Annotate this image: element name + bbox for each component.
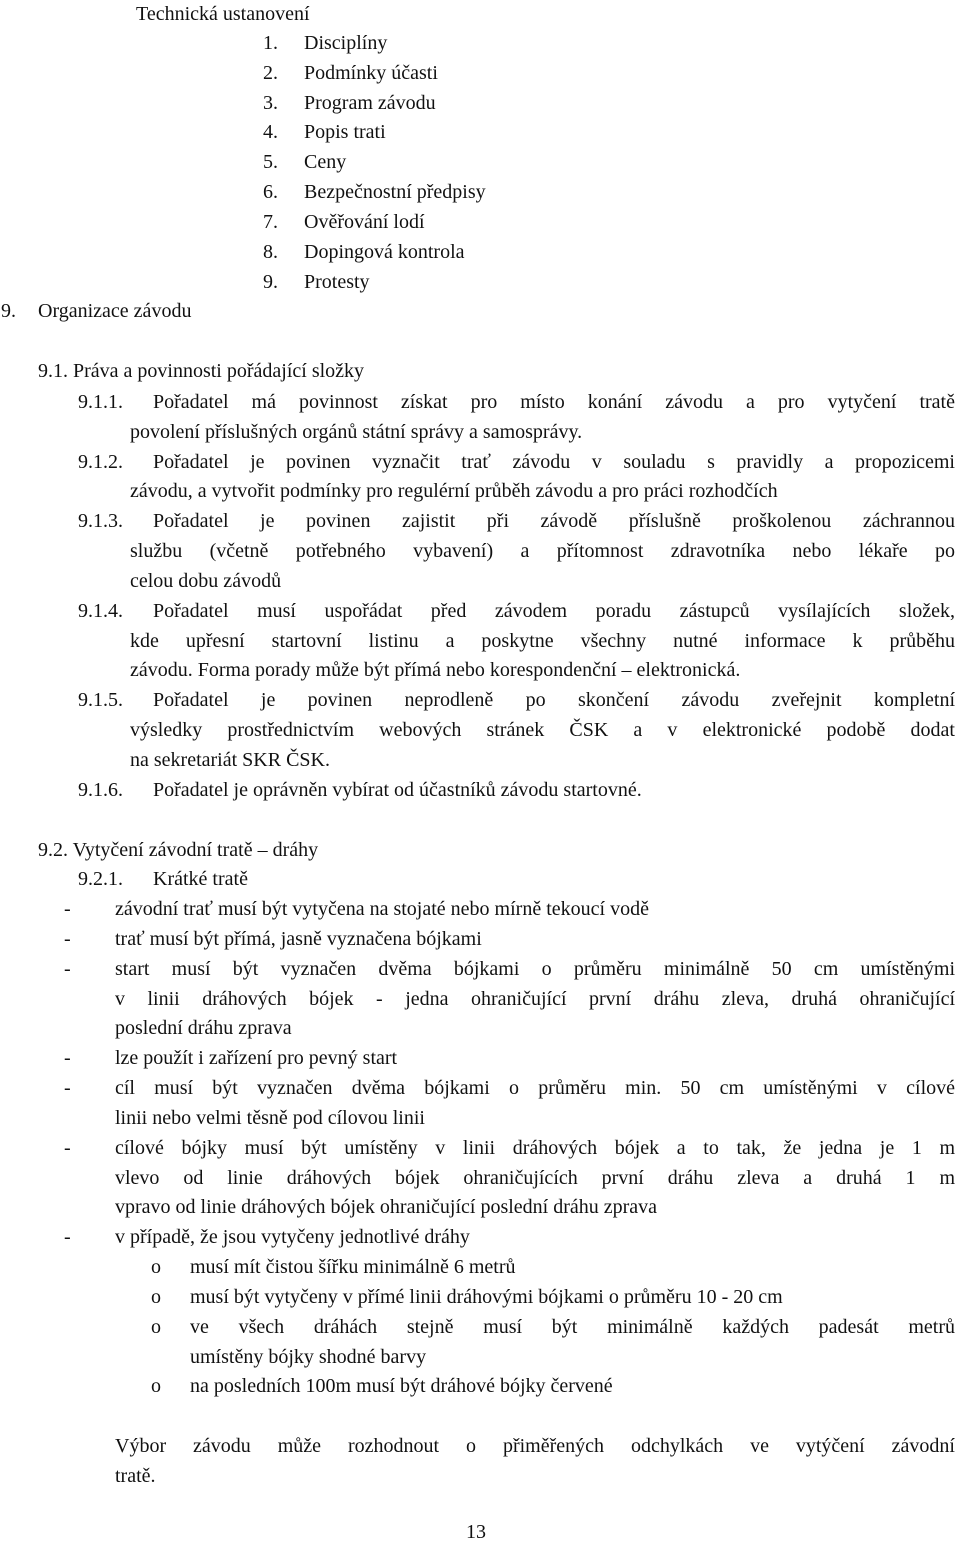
sub-list-item: na posledních 100m musí být dráhové bójky červené — [190, 1375, 613, 1397]
clause-text: kde upřesní startovní listinu a poskytne všechny nutné informace k průběhu — [130, 630, 955, 652]
toc-item-num: 7. — [263, 211, 278, 233]
list-item: start musí být vyznačen dvěma bójkami o průměru minimálně 50 cm umístěnými — [115, 958, 955, 980]
clause-number: 9.1.5. — [78, 689, 123, 711]
page-number: 13 — [466, 1521, 486, 1543]
clause-text: závodu. Forma porady může být přímá nebo korespondenční – elektronická. — [130, 659, 741, 681]
list-item: cílové bójky musí být umístěny v linii dráhových bójek a to tak, že jedna je 1 m — [115, 1137, 955, 1159]
sub-list-item-cont: umístěny bójky shodné barvy — [190, 1346, 427, 1368]
sub-list-item: musí mít čistou šířku minimálně 6 metrů — [190, 1256, 516, 1278]
toc-item: Dopingová kontrola — [304, 241, 465, 263]
dash-marker: - — [64, 928, 71, 950]
clause-number: 9.1.1. — [78, 391, 123, 413]
closing-paragraph-cont: tratě. — [115, 1465, 156, 1487]
clause-text: povolení příslušných orgánů státní správy a samosprávy. — [130, 421, 583, 443]
clause-text: výsledky prostřednictvím webových stránek ČSK a v elektronické podobě dodat — [130, 719, 955, 741]
clause-text: Pořadatel je povinen zajistit při závodě příslušně proškolenou záchrannou — [153, 510, 955, 532]
toc-item-num: 1. — [263, 32, 278, 54]
clause-text: Pořadatel musí uspořádat před závodem poradu zástupců vysílajících složek, — [153, 600, 955, 622]
clause-text: Pořadatel má povinnost získat pro místo konání závodu a pro vytyčení tratě — [153, 391, 955, 413]
toc-item: Podmínky účasti — [304, 62, 438, 84]
chapter-title: Organizace závodu — [38, 300, 192, 322]
clause-text: celou dobu závodů — [130, 570, 282, 592]
dash-marker: - — [64, 958, 71, 980]
bullet-marker: o — [151, 1316, 161, 1338]
clause-text: závodu, a vytvořit podmínky pro regulérní průběh závodu a pro práci rozhodčích — [130, 480, 778, 502]
toc-item: Protesty — [304, 271, 370, 293]
clause-number: 9.1.4. — [78, 600, 123, 622]
list-item-cont: poslední dráhu zprava — [115, 1017, 292, 1039]
toc-item: Ceny — [304, 151, 347, 173]
dash-marker: - — [64, 1137, 71, 1159]
dash-marker: - — [64, 898, 71, 920]
clause-text: Pořadatel je povinen vyznačit trať závodu v souladu s pravidly a propozicemi — [153, 451, 955, 473]
bullet-marker: o — [151, 1256, 161, 1278]
toc-item-num: 3. — [263, 92, 278, 114]
section-heading: 9.2. Vytyčení závodní tratě – dráhy — [38, 839, 319, 861]
chapter-number: 9. — [1, 300, 16, 322]
list-item: v případě, že jsou vytyčeny jednotlivé dráhy — [115, 1226, 470, 1248]
list-item-cont: linii nebo velmi těsně pod cílovou linii — [115, 1107, 425, 1129]
bullet-marker: o — [151, 1375, 161, 1397]
dash-marker: - — [64, 1047, 71, 1069]
clause-text: Pořadatel je povinen neprodleně po skončení závodu zveřejnit kompletní — [153, 689, 955, 711]
list-item: lze použít i zařízení pro pevný start — [115, 1047, 398, 1069]
bullet-marker: o — [151, 1286, 161, 1308]
clause-number: 9.1.6. — [78, 779, 123, 801]
closing-paragraph: Výbor závodu může rozhodnout o přiměřených odchylkách ve vytýčení závodní — [115, 1435, 955, 1457]
list-item: trať musí být přímá, jasně vyznačena bójkami — [115, 928, 482, 950]
section-heading: 9.1. Práva a povinnosti pořádající složky — [38, 360, 365, 382]
toc-item: Popis trati — [304, 121, 386, 143]
toc-heading: Technická ustanovení — [136, 3, 310, 25]
toc-item-num: 6. — [263, 181, 278, 203]
sub-list-item: ve všech dráhách stejně musí být minimálně každých padesát metrů — [190, 1316, 955, 1338]
sub-list-item: musí být vytyčeny v přímé linii dráhovými bójkami o průměru 10 - 20 cm — [190, 1286, 783, 1308]
clause-number: 9.1.2. — [78, 451, 123, 473]
toc-item: Ověřování lodí — [304, 211, 425, 233]
toc-item-num: 2. — [263, 62, 278, 84]
dash-marker: - — [64, 1077, 71, 1099]
toc-item: Program závodu — [304, 92, 436, 114]
toc-item: Bezpečnostní předpisy — [304, 181, 486, 203]
toc-item: Disciplíny — [304, 32, 388, 54]
list-item-cont: vlevo od linie dráhových bójek ohraničujících první dráhu zleva a druhá 1 m — [115, 1167, 955, 1189]
clause-text: Pořadatel je oprávněn vybírat od účastníků závodu startovné. — [153, 779, 642, 801]
clause-text: službu (včetně potřebného vybavení) a přítomnost zdravotníka nebo lékaře po — [130, 540, 955, 562]
toc-item-num: 5. — [263, 151, 278, 173]
subsection-title: Krátké tratě — [153, 868, 248, 890]
list-item-cont: vpravo od linie dráhových bójek ohraničující poslední dráhu zprava — [115, 1196, 658, 1218]
subsection-number: 9.2.1. — [78, 868, 123, 890]
toc-item-num: 9. — [263, 271, 278, 293]
clause-text: na sekretariát SKR ČSK. — [130, 749, 330, 771]
list-item: cíl musí být vyznačen dvěma bójkami o průměru min. 50 cm umístěnými v cílové — [115, 1077, 955, 1099]
list-item: závodní trať musí být vytyčena na stojaté nebo mírně tekoucí vodě — [115, 898, 649, 920]
clause-number: 9.1.3. — [78, 510, 123, 532]
list-item-cont: v linii dráhových bójek - jedna ohraničující první dráhu zleva, druhá ohraničující — [115, 988, 955, 1010]
toc-item-num: 8. — [263, 241, 278, 263]
dash-marker: - — [64, 1226, 71, 1248]
toc-item-num: 4. — [263, 121, 278, 143]
